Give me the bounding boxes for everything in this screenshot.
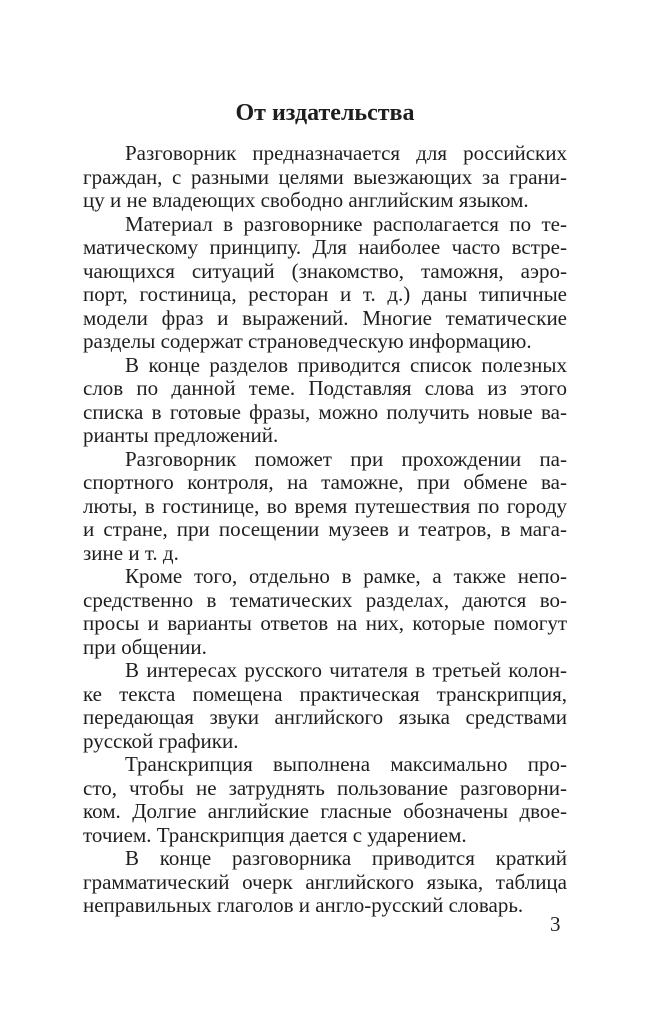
text-line: русской графики.: [83, 728, 239, 753]
text-line: люты, в гостинице, во время путешествия по городу: [83, 493, 567, 518]
page-title: От издательства: [235, 100, 415, 126]
text-line: просы и варианты ответов на них, которые помогут: [83, 611, 567, 635]
paragraph: [83, 354, 567, 448]
paragraph: [83, 847, 567, 918]
text-line: средственно в тематических разделах, даются во-: [83, 587, 567, 612]
text-line: передающая звуки английского языка средствами: [83, 705, 567, 729]
text-line: граждан, с разными целями выезжающих за грани-: [83, 164, 567, 189]
paragraph: [83, 448, 567, 566]
text-line: списка в готовые фразы, можно получить новые ва-: [83, 399, 567, 424]
text-line: цу и не владеющих свободно английским языком.: [83, 188, 529, 212]
text-line: спортного контроля, на таможне, при обмене ва-: [83, 470, 567, 494]
text-line: матическому принципу. Для наиболее часто встре-: [83, 235, 567, 259]
paragraph: [83, 142, 567, 213]
text-line: В конце разделов приводится список полезных: [125, 352, 567, 377]
text-line: В интересах русского читателя в третьей колон-: [125, 658, 567, 682]
text-line: Разговорник предназначается для российских: [125, 141, 567, 165]
text-line: модели фраз и выражений. Многие тематические: [83, 305, 567, 330]
text-line: ком. Долгие английские гласные обозначены двое-: [83, 799, 567, 823]
text-line: ке текста помещена практическая транскрипция,: [83, 681, 567, 706]
text-line: грамматический очерк английского языка, таблица: [83, 869, 567, 894]
text-line: порт, гостиница, ресторан и т. д.) даны типичные: [83, 282, 567, 306]
paragraph: [83, 213, 567, 354]
page-number: 3: [550, 912, 561, 936]
text-line: слов по данной теме. Подставляя слова из этого: [83, 376, 567, 400]
text-line: чающихся ситуаций (знакомство, таможня, аэро-: [83, 258, 567, 283]
text-line: при общении.: [83, 634, 207, 659]
text-line: разделы содержат страноведческую информацию.: [83, 329, 532, 353]
text-line: и стране, при посещении музеев и театров, в мага-: [83, 517, 567, 541]
text-line: сто, чтобы не затруднять пользование разговорни-: [83, 775, 567, 800]
paragraph: [83, 753, 567, 847]
body-text: [83, 142, 567, 918]
text-line: Разговорник поможет при прохождении па-: [125, 446, 567, 471]
paragraph: [83, 565, 567, 659]
text-line: неправильных глаголов и англо-русский словарь.: [83, 893, 524, 917]
paragraph: [83, 659, 567, 753]
text-line: Транскрипция выполнена максимально про-: [125, 752, 567, 776]
text-line: точием. Транскрипция дается с ударением.: [83, 822, 467, 847]
text-line: В конце разговорника приводится краткий: [125, 846, 567, 870]
text-line: Материал в разговорнике располагается по те-: [125, 211, 567, 236]
text-line: Кроме того, отдельно в рамке, а также непо-: [125, 564, 567, 588]
text-line: зине и т. д.: [83, 540, 179, 565]
text-line: рианты предложений.: [83, 423, 279, 447]
